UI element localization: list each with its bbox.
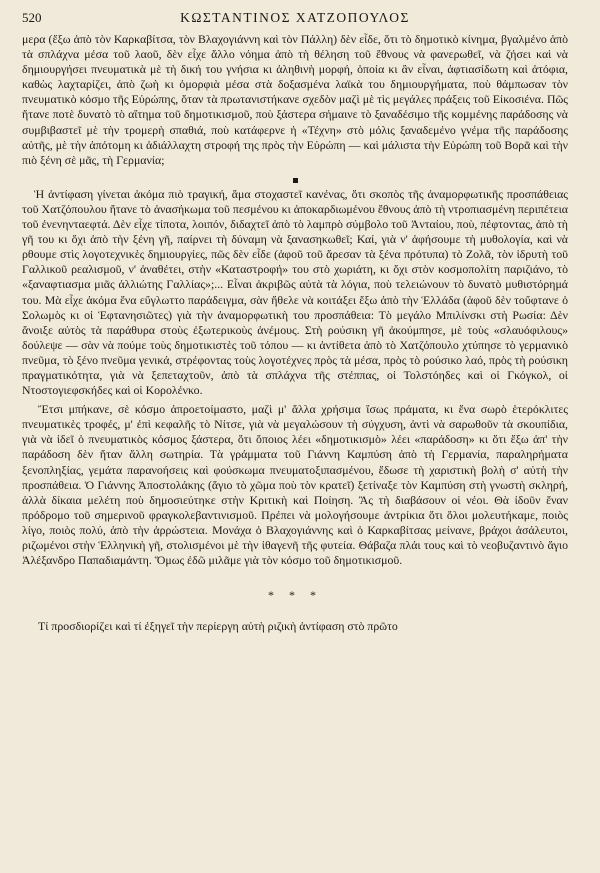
section-break: * * * — [268, 588, 322, 603]
paragraph-1: μερα (ἔξω ἀπὸ τὸν Καρκαβίτσα, τὸν Βλαχογιάννη καὶ τὸν Πάλλη) δὲν εἶδε, ὅτι τὸ δημοτικὸ κίνημα, βγαλμένο ἀπὸ τὰ σπλάχνα μέσα τοῦ λαοῦ, δὲν εἶχε ἄλλο νόημα ἀπὸ τὴ θέληση τοῦ ἔθνους νὰ φανερωθεῖ, νὰ ζήσει καὶ νὰ δημιουργήσει πνευματικὰ μὲ τὴ δική του γνήσια κι ἀληθινὴ μορφή, ὁποία κι ἂν εἶναι, ἀφτιασίδωτη καὶ ἀτόφια, καθὼς λαχταρίζει, ἀπὸ ζωὴ κι ὀμορφιὰ μέσα στὰ δοξασμένα λαϊκὰ του δημιουργήματα, ποὺ θάμπωσαν τὸν πνευματικὸ κόσμο τῆς Εὐρώπης, ὅταν τὰ πρωτανιστήκανε σχεδὸν μαζὶ μὲ τὶς μεγάλες πράξεις τοῦ Εἰκοσιένα. Πῶς ἤτανε ποτὲ δυνατὸ τὸ αἴτημα τοῦ δημοτικισμοῦ, ποὺ ξάστερα σήμαινε τὸ ξαναδέσιμο τῆς κομμένης παράδοσης νὰ συμβιβαστεῖ μὲ τὴν τρομερὴ σπαθιά, ποὺ κατάφερνε ἡ «Τέχνη» στὸ μόλις ξαναδεμένο γνέμα τῆς παράδοσης αὐτῆς, μὲ τὴν ἀπότομη κι ἀδιάλλαχτη στροφή της πρὸς τὴν Εὐρώπη — καὶ μάλιστα τὴν Εὐρώπη τοῦ Βορᾶ καὶ τὴν πιὸ ξένη σὲ μᾶς, τὴ Γερμανία; — [22, 32, 568, 167]
running-head-title: ΚΩΣΤΑΝΤΙΝΟΣ ΧΑΤΖΟΠΟΥΛΟΣ — [180, 10, 410, 25]
paragraph-separator-mark — [22, 174, 568, 184]
paragraph-3: Ἔτσι μπήκανε, σὲ κόσμο ἀπροετοίμαστο, μαζὶ μ' ἄλλα χρήσιμα ἴσως πράματα, κι ἕνα σωρὸ ἑτερόκλιτες πνευματικὲς τροφές, μ' ἐπὶ κεφαλῆς τὸ Νίτσε, γιὰ νὰ μεγαλώσουν τὴ σύγχυση, ἀντὶ νὰ σαρωθοῦν τὰ σκουπίδια, γιὰ νὰ ἰδεῖ ὁ πνευματικὸς κόσμος ξάστερα, ὅτι ὅποιος λέει «δημοτικισμὸ» λέει «παράδοση» κι ὅτι ἔξω ἀπ' τὴν παράδοση δὲν ἤταν ἄλλη σωτηρία. Τὰ γράμματα τοῦ Γιάννη Καμπύση ἀπὸ τὴ Γερμανία, παραληρήματα ξενοπληξίας, γεμάτα παρανοήσεις καὶ φούσκωμα πνευματοξιπασμένου, ἔδωσε τὴ χαριστικὴ βολὴ σ' αὐτὴ τὴν προσπάθεια. Ὁ Γιάννης Ἀποστολάκης (ἄγιο τὸ χῶμα ποὺ τὸν κρατεῖ) ξετίναξε τὸν Καμπύση στὴ γνωστὴ σκληρή, ἀλλὰ δίκαια μελέτη ποὺ δημοσιεύτηκε στὴν Κριτικὴ καὶ Ποίηση. Ἂς τὴ διαβάσουν οἱ νέοι. Θὰ ἰδοῦν ἕναν πρόδρομο τοῦ σημερινοῦ φραγκολεβαντινισμοῦ. Πρέπει νὰ μολογήσουμε ἀντρίκια ὅτι ὅλοι μολευτήκαμε, ποιὸς λίγο, ποιὸς πολύ, ἀπὸ τὴν ἀρρώστεια. Μονάχα ὁ Βλαχογιάννης καὶ ὁ Καρκαβίτσας μείνανε, βράχοι ἀσάλευτοι, ριζωμένοι στὴν Ἑλληνικὴ γῆ, στολισμένοι μὲ τὴν ἰθαγενῆ τῆς φυτεία. Θάβαζα πλάι τους καὶ τὸ νεοβυζαντινὸ ἅγιο Ἀλέξανδρο Παπαδιαμάντη. Ὅμως ἐδῶ μιλᾶμε γιὰ τὸν κόσμο τοῦ δημοτικισμοῦ. — [22, 402, 568, 568]
running-head — [22, 10, 568, 32]
body-text — [22, 32, 568, 634]
paragraph-2: Ἡ ἀντίφαση γίνεται ἀκόμα πιὸ τραγική, ἅμα στοχαστεῖ κανένας, ὅτι σκοπὸς τῆς ἀναμορφωτικῆς προσπάθειας τοῦ Χατζόπουλου ἤτανε τὸ ἀνασήκωμα τοῦ πεσμένου κι ἀποκαρδιωμένου ἔθνους ἀπὸ τὴ ντροπιασμένη περιπέτεια τοῦ ἐνενηνταεφτά. Δὲν εἶχε τίποτα, λοιπόν, διδαχτεῖ ἀπὸ τὸ λαμπρὸ σύμβολο τοῦ Ἀνταίου, ποὺ, πέφτοντας, ἀπὸ τὴ γῆ του κι ὄχι ἀπὸ τὴν ξένη γῆ, παίρνει τὴ δύναμη νὰ ξανασηκωθεῖ; Καί, γιὰ ν' ἀφήσουμε τὴ μυθολογία, καὶ νὰ ρθουμε στὶς λογοτεχνικὲς δημιουργίες, πῶς δὲν εἶδε (ἀφοῦ τοῦ ἄρεσαν τὰ ξένα πρότυπα) τὸ Ζολᾶ, τὸν ἱδρυτὴ τοῦ Γαλλικοῦ ρεαλισμοῦ, ν' ἀναθέτει, στὴν «Καταστροφή» του στὸ χωριάτη, κι ὄχι στὸν κοσμοπολίτη παριζιάνο, τὸ «ξαναφτιασμα μιᾶς ἀλλιώτης Γαλλίας»;... Εἶναι ἀκριβῶς αὐτὰ τὰ λόγια, ποὺ τελειώνουν τὸ δυνατὸ μυθιστόρημά του. Μὰ εἶχε ἀκόμα ἕνα εὔγλωττο παράδειγμα, σὰν ἤθελε νὰ κοιτάξει ἔξω ἀπὸ τὴν Ἑλλάδα (ἀφοῦ δὲν τοὔφτανε ὁ Σολωμὸς κι οἱ Ἑφτανησιῶτες) γιὰ τὴν ἀναμορφωτικὴ του προσπάθεια: Τὸ μεγάλο Μπιλίνσκι στὴ Ρωσία: Δὲν ἄνοιξε αὐτὸς τὰ παράθυρα στοὺς ἐξωτερικοὺς ἀνέμους. Στὴ ρούσικη γῆ ἀκούμπησε, μὲ τοὺς «σλαυόφιλους» δούλεψε — σὰν νὰ πούμε τοὺς δημοτικιστὲς τοῦ τόπου — κι ἀντίθετα ἀπὸ τὸ Χατζόπουλο χτύπησε τὸ γερμανικὸ πνεῦμα, τὸ ξένο πνεῦμα γενικά, στρέφοντας τοὺς λογοτέχνες πρὸς τὰ μέσα, πρὸς τὸ ρούσικο λαό, πρὸς τὴ ρούσικη πραγματικότητα, γιὰ νὰ ξεπεταχτοῦν, ἀπὸ τὰ σπλάχνα τῆς στέππας, οἱ Τολστόηδες καὶ οἱ Γκόγκολ, οἱ Ντοστογιεφσκήδες καὶ οἱ Κορολένκο. — [22, 186, 568, 398]
paragraph-4: Τί προσδιορίζει καὶ τί ἐξηγεῖ τὴν περίεργη αὐτὴ ριζικὴ ἀντίφαση στὸ πρῶτο — [38, 619, 398, 634]
page-number: 520 — [22, 10, 42, 25]
